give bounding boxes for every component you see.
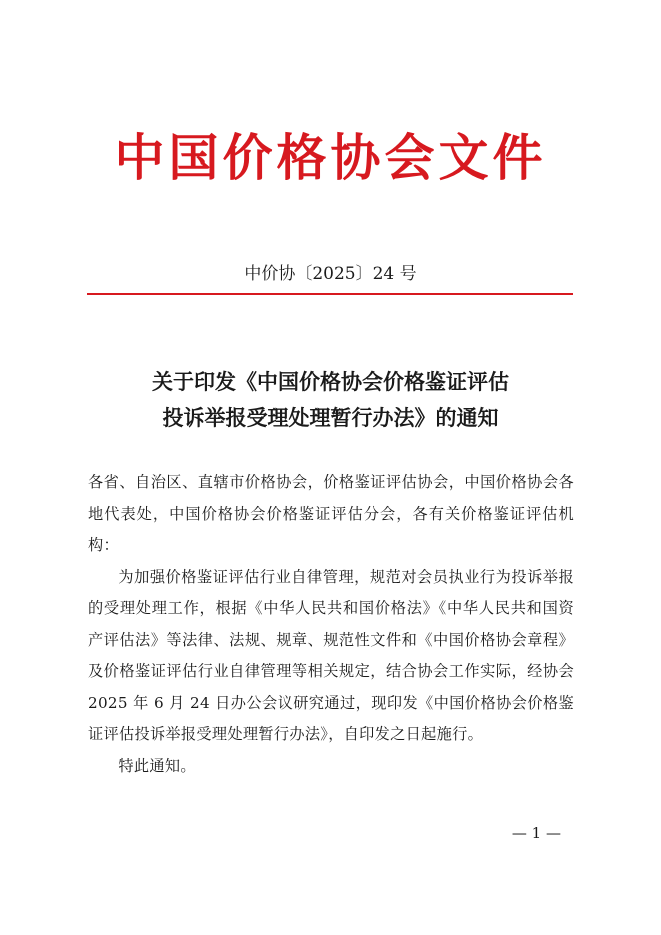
notice-title-line-2: 投诉举报受理处理暂行办法》的通知 (162, 405, 499, 430)
notice-title-line-1: 关于印发《中国价格协会价格鉴证评估 (152, 369, 509, 394)
main-paragraph: 为加强价格鉴证评估行业自律管理，规范对会员执业行为投诉举报的受理处理工作，根据《中华人民共和国价格法》《中华人民共和国资产评估法》等法律、法规、规章、规范性文件和《中国价格协会章程》及价格鉴证评估行业自律管理等相关规定，结合协会工作实际，经协会 2025 年 6 月 24 日办公会议研究通过，现印发《中国价格协会价格鉴证评估投诉举报受理处理暂行办法》，自印发之日起施行。 (88, 567, 574, 743)
notice-body (88, 467, 574, 782)
document-number: 中价协〔2025〕24 号 (244, 264, 417, 284)
addressees-paragraph: 各省、自治区、直辖市价格协会，价格鉴证评估协会，中国价格协会各地代表处，中国价格协会价格鉴证评估分会，各有关价格鉴证评估机构： (88, 473, 574, 554)
issuing-organization-title: 中国价格协会文件 (114, 128, 547, 187)
red-divider-line (87, 293, 573, 295)
closing-paragraph: 特此通知。 (118, 756, 196, 775)
page-number: — 1 — (511, 824, 561, 842)
notice-title (0, 364, 661, 436)
